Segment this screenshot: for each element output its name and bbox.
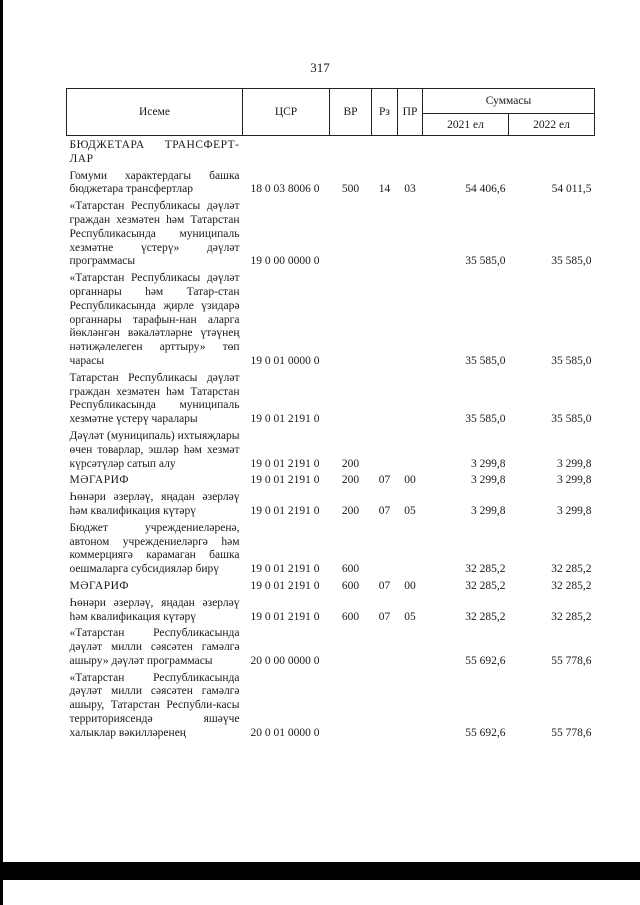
cell-pr	[398, 669, 423, 741]
header-year-2021: 2021 ел	[423, 114, 509, 136]
table-row	[67, 624, 595, 668]
cell-rz	[372, 136, 398, 167]
cell-name: Дәүләт (муниципаль) ихтыяҗлары өчен товарлар, эшләр һәм хезмәт күрсәтүләр сатып алу	[69, 429, 240, 470]
header-pr: ПР	[398, 89, 423, 136]
cell-csr: 19 0 01 2191 0	[250, 413, 320, 426]
cell-y2022: 3 299,8	[557, 504, 592, 517]
cell-pr	[398, 624, 423, 668]
table-row	[67, 471, 595, 488]
cell-y2021: 3 299,8	[471, 457, 506, 470]
table-row	[67, 488, 595, 519]
cell-csr: 20 0 01 0000 0	[250, 726, 320, 739]
cell-y2022: 54 011,5	[551, 183, 592, 196]
cell-pr	[398, 136, 423, 167]
cell-rz	[372, 197, 398, 269]
scan-left-edge	[0, 0, 3, 905]
cell-pr	[398, 197, 423, 269]
cell-rz: 14	[378, 183, 391, 196]
cell-name: Һөнәри әзерләү, яңадан әзерләү һәм квалификация күтәрү	[69, 491, 240, 517]
cell-y2021: 3 299,8	[471, 504, 506, 517]
cell-pr: 05	[404, 504, 416, 517]
cell-y2022: 32 285,2	[551, 563, 592, 576]
cell-pr	[398, 269, 423, 369]
cell-pr	[398, 369, 423, 427]
cell-name: «Татарстан Республикасында дәүләт милли сәясәтен гамәлгә ашыру, Татарстан Республи-касы территориясендә яшәүче халыклар вәкилләренең	[69, 671, 240, 739]
cell-y2021: 32 285,2	[465, 579, 506, 592]
cell-csr: 19 0 01 0000 0	[250, 354, 320, 367]
cell-y2021	[423, 136, 509, 167]
cell-name: МӘГАРИФ	[69, 474, 130, 487]
cell-vr	[330, 624, 372, 668]
cell-y2022: 32 285,2	[551, 610, 592, 623]
cell-vr: 200	[341, 457, 360, 470]
cell-vr	[330, 369, 372, 427]
cell-pr: 00	[404, 474, 416, 487]
cell-vr	[330, 269, 372, 369]
cell-rz	[372, 427, 398, 471]
cell-pr: 05	[404, 610, 416, 623]
cell-y2021: 54 406,6	[465, 183, 506, 196]
table-row	[67, 369, 595, 427]
scan-bottom-edge	[0, 862, 640, 880]
cell-vr	[330, 197, 372, 269]
cell-csr: 19 0 01 2191 0	[250, 610, 320, 623]
cell-name: «Татарстан Республикасы дәүләт органнары һәм Татар-стан Республикасында җирле үзидарә органнары тарафын-нан аларга йөкләнгән вәкаләтләрне үтәүнең нәтиҗәлелеген арттыру» төп чарасы	[69, 272, 240, 367]
cell-csr: 20 0 00 0000 0	[250, 654, 320, 667]
cell-y2022: 35 585,0	[551, 413, 592, 426]
header-csr: ЦСР	[243, 89, 330, 136]
table-row	[67, 197, 595, 269]
cell-vr: 600	[341, 563, 360, 576]
table-row	[67, 669, 595, 741]
table-row	[67, 167, 595, 198]
cell-y2022: 35 585,0	[551, 354, 592, 367]
cell-rz	[372, 624, 398, 668]
cell-y2021: 55 692,6	[465, 726, 506, 739]
cell-y2022	[509, 136, 595, 167]
table-row	[67, 269, 595, 369]
table-body	[67, 136, 595, 741]
cell-rz	[372, 369, 398, 427]
header-name: Исеме	[67, 89, 243, 136]
cell-y2021: 35 585,0	[465, 255, 506, 268]
cell-pr	[398, 427, 423, 471]
cell-name: БЮДЖЕТАРА ТРАНСФЕРТ-ЛАР	[69, 139, 240, 165]
cell-y2022: 3 299,8	[557, 474, 592, 487]
cell-rz: 07	[378, 579, 391, 592]
cell-name: Һөнәри әзерләү, яңадан әзерләү һәм квалификация күтәрү	[69, 596, 240, 623]
cell-vr	[330, 669, 372, 741]
page-number: 317	[310, 60, 330, 75]
cell-name: «Татарстан Республикасында дәүләт милли сәясәтен гамәлгә ашыру» дәүләт программасы	[69, 627, 240, 667]
table-row	[67, 427, 595, 471]
header-year-2022: 2022 ел	[509, 114, 595, 136]
cell-name: Гомуми характердагы башка бюджетара трансфертлар	[69, 169, 240, 196]
cell-name: «Татарстан Республикасы дәүләт граждан хезмәтен һәм Татарстан Республикасында муниципаль хезмәтне үстерү» дәүләт программасы	[69, 200, 240, 268]
cell-y2021: 35 585,0	[465, 354, 506, 367]
cell-y2021: 35 585,0	[465, 413, 506, 426]
cell-rz	[372, 519, 398, 577]
cell-y2022: 55 778,6	[551, 726, 592, 739]
cell-rz	[372, 669, 398, 741]
cell-pr	[398, 519, 423, 577]
budget-table	[66, 88, 595, 741]
cell-csr: 19 0 01 2191 0	[250, 563, 320, 576]
cell-y2022: 32 285,2	[551, 579, 592, 592]
table-row	[67, 136, 595, 167]
cell-csr: 19 0 00 0000 0	[250, 255, 320, 268]
cell-csr: 19 0 01 2191 0	[250, 504, 320, 517]
cell-y2022: 3 299,8	[557, 457, 592, 470]
cell-rz: 07	[378, 474, 391, 487]
cell-y2021: 3 299,8	[471, 474, 506, 487]
cell-csr: 19 0 01 2191 0	[250, 457, 320, 470]
cell-name: МӘГАРИФ	[69, 579, 130, 592]
cell-csr: 19 0 01 2191 0	[250, 474, 320, 487]
cell-y2022: 35 585,0	[551, 255, 592, 268]
cell-y2021: 55 692,6	[465, 654, 506, 667]
cell-csr: 18 0 03 8006 0	[250, 183, 320, 196]
cell-y2021: 32 285,2	[465, 563, 506, 576]
cell-y2021: 32 285,2	[465, 610, 506, 623]
table-row	[67, 594, 595, 625]
cell-csr: 19 0 01 2191 0	[250, 579, 320, 592]
cell-vr: 600	[341, 610, 360, 623]
cell-rz: 07	[378, 610, 391, 623]
cell-vr: 500	[341, 183, 360, 196]
cell-vr: 600	[341, 579, 360, 592]
table-row	[67, 577, 595, 594]
cell-vr: 200	[341, 504, 360, 517]
header-sums: Суммасы	[423, 89, 595, 114]
cell-y2022: 55 778,6	[551, 654, 592, 667]
cell-pr: 03	[404, 183, 416, 196]
cell-rz	[372, 269, 398, 369]
cell-name: Бюджет учреждениеләренә, автоном учреждениеләргә һәм коммерциягә карамаган башка оешмаларга субсидияләр бирү	[69, 521, 240, 576]
cell-vr	[330, 136, 372, 167]
header-vr: ВР	[330, 89, 372, 136]
cell-vr: 200	[341, 474, 360, 487]
cell-pr: 00	[404, 579, 416, 592]
cell-csr	[243, 136, 330, 167]
header-rz: Рз	[372, 89, 398, 136]
cell-name: Татарстан Республикасы дәүләт граждан хезмәтен һәм Татарстан Республикасында муниципаль хезмәтне үстерү чаралары	[69, 371, 240, 426]
cell-rz: 07	[378, 504, 391, 517]
table-row	[67, 519, 595, 577]
